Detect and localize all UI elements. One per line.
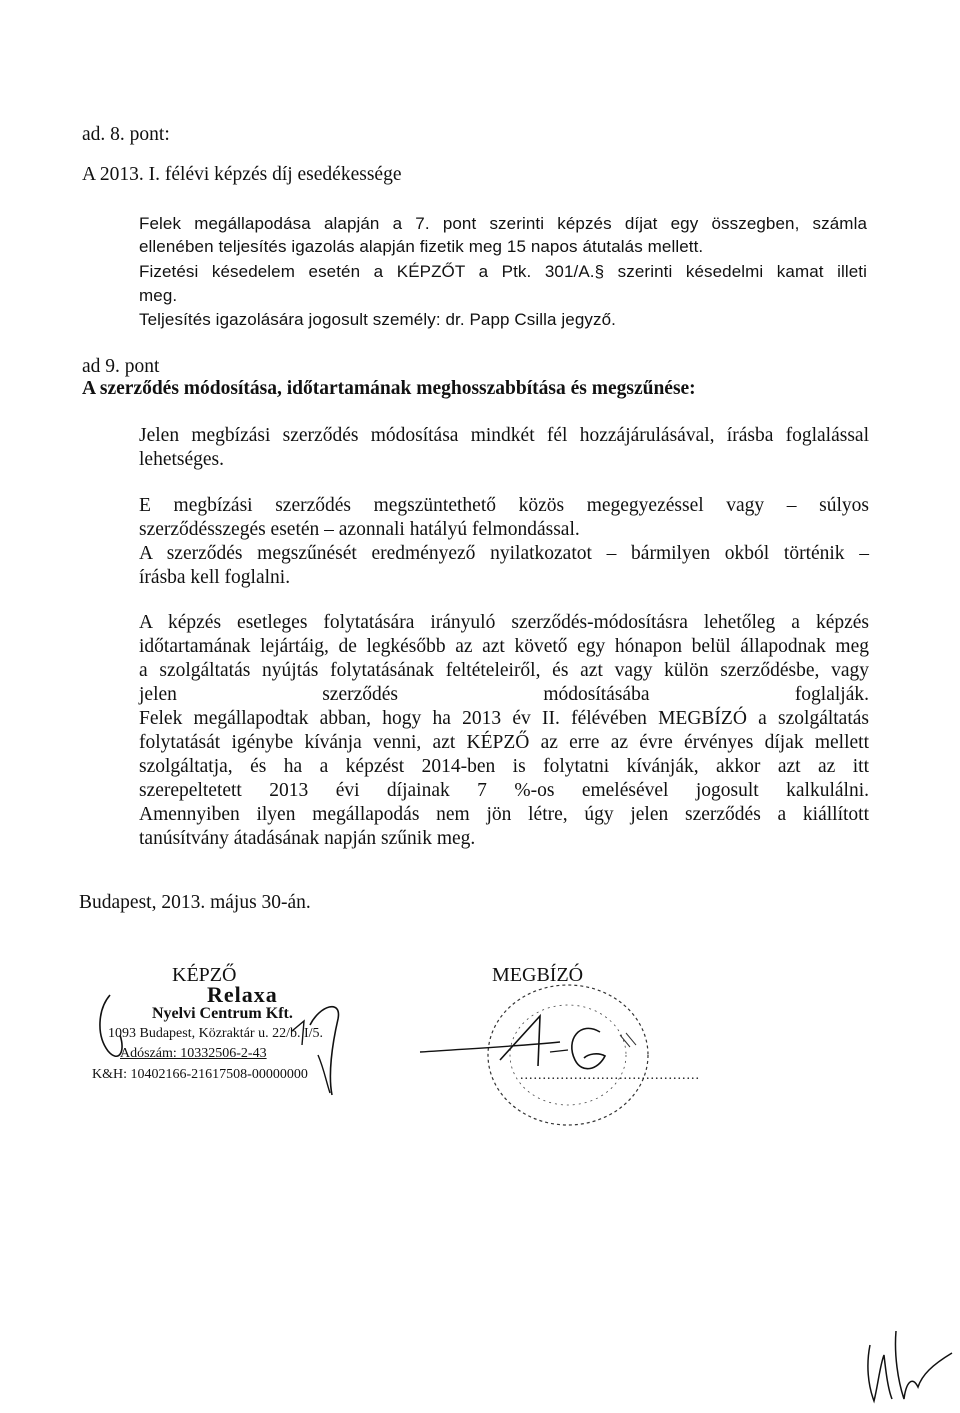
signature-label-kepzo: KÉPZŐ [172,964,237,986]
stamp-line-3: 1093 Budapest, Közraktár u. 22/b. I/5. [108,1026,324,1041]
section-9-p1-line-2: lehetséges. [139,449,225,470]
section-8-line-3: Fizetési késedelem esetén a KÉPZŐT a Ptk. 301/A.§ szerinti késedelmi kamat illeti [139,262,867,281]
section-9-p3-line-5: Felek megállapodtak abban, hogy ha 2013 év II. félévében MEGBÍZÓ a szolgáltatás [139,708,869,729]
section-9-subheading: A szerződés módosítása, időtartamának meghosszabbítása és megszűnése: [82,378,696,399]
stamp-line-5: K&H: 10402166-21617508-00000000 [92,1067,308,1082]
stamp-line-2: Nyelvi Centrum Kft. [152,1005,293,1022]
section-9-p1-line-1: Jelen megbízási szerződés módosítása mindkét fél hozzájárulásával, írásba foglalással [139,425,869,446]
stamp-line-4: Adószám: 10332506-2-43 [120,1046,267,1061]
section-9-p3-line-7: szolgáltatja, és ha a képzést 2014-ben is folytatni kívánják, akkor azt az itt [139,756,869,777]
section-9-p3-line-8: szerepeltetett 2013 évi díjainak 7 %-os emelésével jogosult kalkulálni. [139,780,869,801]
kepzo-signature [80,985,370,1100]
megbizo-dotted-line: ........................................ [520,1068,700,1083]
section-9-p3-line-4: jelen szerződés módosításába foglalják. [139,684,869,705]
place-date: Budapest, 2013. május 30-án. [79,892,311,913]
section-9-p2-line-4: írásba kell foglalni. [139,567,291,588]
section-9-p3-line-9: Amennyiben ilyen megállapodás nem jön létre, úgy jelen szerződés a kiállított [139,804,869,825]
section-9-p3-line-10: tanúsítvány átadásának napján szűnik meg. [139,828,476,849]
section-8-line-2: ellenében teljesítés igazolás alapján fizetik meg 15 napos átutalás mellett. [139,237,704,256]
section-8-line-4: meg. [139,286,178,305]
section-8-line-5: Teljesítés igazolására jogosult személy: dr. Papp Csilla jegyző. [139,310,616,329]
section-9-p3-line-1: A képzés esetleges folytatására irányuló szerződés-módosításra lehetőleg a képzés [139,612,869,633]
section-8-subheading: A 2013. I. félévi képzés díj esedékessége [82,164,402,185]
section-9-p2-line-2: szerződésszegés esetén – azonnali hatályú felmondással. [139,519,580,540]
section-8-heading: ad. 8. pont: [82,124,170,145]
section-9-heading: ad 9. pont [82,356,160,377]
section-9-p3-line-3: a szolgáltatás nyújtás folytatásának feltételeiről, és azt vagy külön szerződésbe, vagy [139,660,869,681]
section-8-line-1: Felek megállapodása alapján a 7. pont szerinti képzés díjat egy összegben, számla [139,214,867,233]
page-initials [860,1325,955,1405]
section-9-p2-line-1: E megbízási szerződés megszüntethető közös megegyezéssel vagy – súlyos [139,495,869,516]
section-9-p2-line-3: A szerződés megszűnését eredményező nyilatkozatot – bármilyen okból történik – [139,543,869,564]
section-9-p3-line-6: folytatását igénybe kívánja venni, azt KÉPZŐ az erre az évre érvényes díjak mellett [139,732,869,753]
signature-label-megbizo: MEGBÍZÓ [492,964,584,986]
stamp-line-1: Relaxa [207,982,278,1007]
section-9-p3-line-2: időtartamának lejártáig, de legkésőbb az azt követő egy hónapon belül állapodnak meg [139,636,869,657]
